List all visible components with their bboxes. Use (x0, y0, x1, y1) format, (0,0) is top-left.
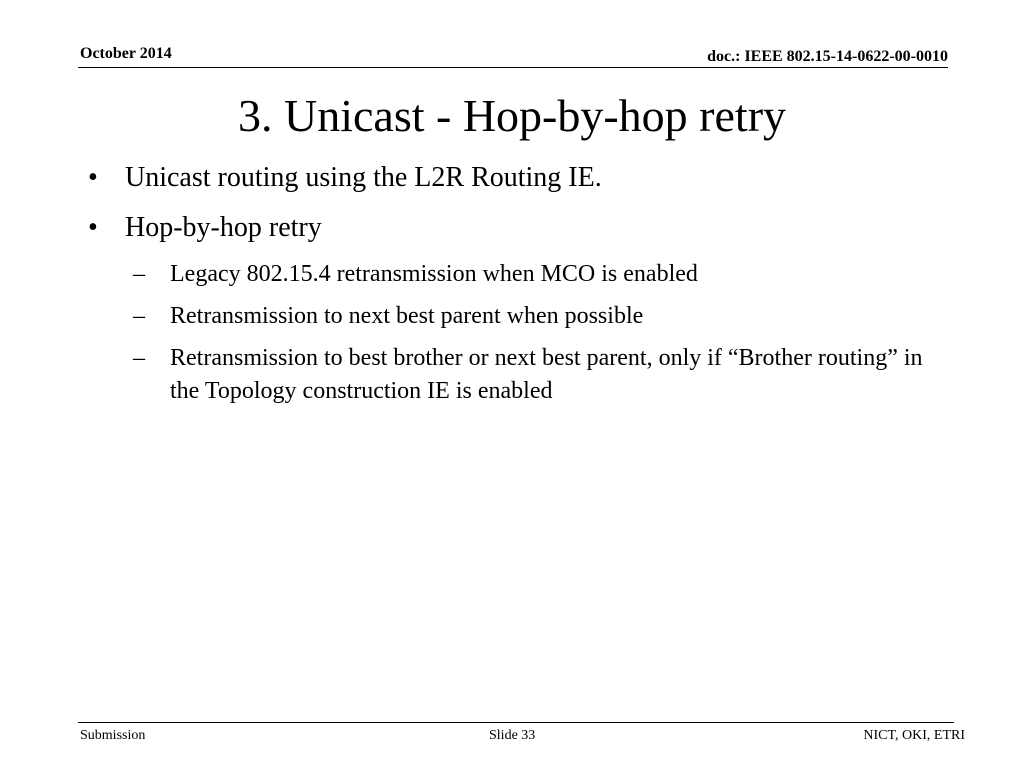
sub-bullet-text: Retransmission to next best parent when possible (170, 303, 644, 329)
sub-bullet-item (84, 258, 954, 291)
sub-bullet-marker: – (133, 303, 145, 329)
slide-body (84, 158, 954, 417)
sub-bullet-marker: – (133, 261, 145, 287)
footer-submission: Submission (80, 728, 146, 743)
sub-bullet-text: Legacy 802.15.4 retransmission when MCO is enabled (170, 261, 698, 287)
sub-bullet-item (84, 300, 954, 333)
bullet-marker: • (88, 162, 98, 193)
bullet-text: Hop-by-hop retry (125, 212, 322, 243)
slide-title: 3. Unicast - Hop-by-hop retry (237, 90, 787, 141)
header-date: October 2014 (80, 45, 172, 62)
bullet-item (84, 158, 954, 198)
footer-slide-number: Slide 33 (489, 728, 536, 743)
bullet-marker: • (88, 212, 98, 243)
header-divider (78, 67, 948, 68)
sub-bullet-item (84, 342, 954, 408)
sub-bullet-text: Retransmission to best brother or next best parent, only if “Brother routing” in the Topology construction IE is enabled (170, 345, 923, 404)
bullet-text: Unicast routing using the L2R Routing IE. (125, 162, 602, 193)
footer-divider (78, 722, 954, 723)
footer-authors: NICT, OKI, ETRI (863, 728, 965, 743)
sub-bullet-marker: – (133, 345, 145, 371)
bullet-item (84, 208, 954, 248)
header-doc-id: doc.: IEEE 802.15-14-0622-00-0010 (707, 48, 948, 65)
